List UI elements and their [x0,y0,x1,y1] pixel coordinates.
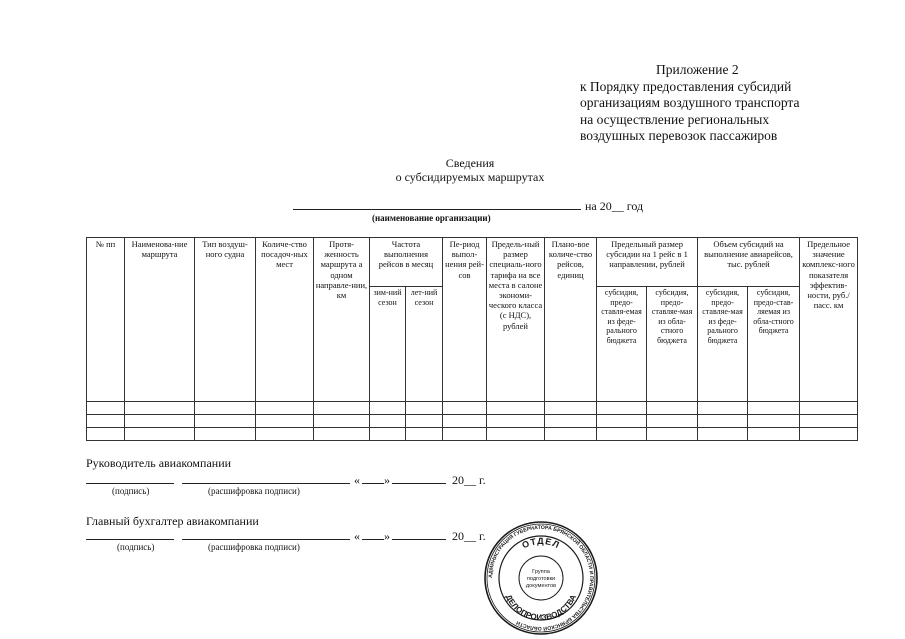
header-max-subsidy-federal: субсидия, предо-ставля-емая из феде-рального бюджета [597,287,647,402]
header-max-subsidy-regional: субсидия, предо-ставляе-мая из обла-стного бюджета [647,287,698,402]
header-num: № пп [87,238,125,402]
stamp-center-line-1: Группа [532,569,550,575]
header-volume-federal: субсидия, предо-ставляе-мая из феде-рального бюджета [698,287,748,402]
appendix-line: организациям воздушного транспорта [580,95,800,110]
accountant-signature-title: Главный бухгалтер авиакомпании [86,514,259,528]
accountant-close-quote: » [384,529,390,543]
header-period: Пе-риод выпол-нения рей-сов [443,238,487,402]
accountant-day-line[interactable] [362,539,384,540]
stamp-word-top: ОТДЕЛ [520,535,562,551]
header-planned-flights: Плано-вое количе-ство рейсов, единиц [545,238,597,402]
accountant-month-line[interactable] [392,539,446,540]
head-close-quote: » [384,473,390,487]
head-signature-line[interactable] [86,483,174,484]
header-efficiency-indicator: Предельное значение комплекс-ного показателя эффектив-ности, руб./пасс. км [800,238,858,402]
title-line-1: Сведения [445,156,495,170]
header-route-length: Протя-женность маршрута а одном направле-нии, км [314,238,370,402]
header-route-name: Наименова-ние маршрута [125,238,195,402]
accountant-year: 20__ г. [452,529,486,543]
routes-table [86,237,858,441]
stamp-center-line-2: подготовки [526,576,556,582]
header-winter-season: зим-ний сезон [370,287,406,402]
title-line-2: о субсидируемых маршрутах [395,170,545,184]
head-decode-line[interactable] [182,483,350,484]
appendix-number: Приложение 2 [656,62,739,77]
accountant-decode-caption: (расшифровка подписи) [208,542,300,552]
header-seat-count: Количе-ство посадоч-ных мест [256,238,314,402]
accountant-open-quote: « [354,529,360,543]
table-row [87,402,858,415]
appendix-line: воздушных перевозок пассажиров [580,128,778,143]
table-row [87,415,858,428]
head-month-line[interactable] [392,483,446,484]
table-row [87,428,858,441]
accountant-signature-line[interactable] [86,539,174,540]
head-day-line[interactable] [362,483,384,484]
stamp-ring-text: АДМИНИСТРАЦИЯ ГУБЕРНАТОРА БРЯНСКОЙ ОБЛАСТИ И ПРАВИТЕЛЬСТВА БРЯНСКОЙ ОБЛАСТИ [487,524,595,632]
appendix-header [580,62,799,145]
head-open-quote: « [354,473,360,487]
header-volume-regional: субсидия, предо-став-ляемая из обла-стного бюджета [748,287,800,402]
stamp-center-line-3: документов [525,583,557,589]
appendix-line: на осуществление региональных [580,111,770,127]
header-aircraft-type: Тип воздуш-ного судна [195,238,256,402]
head-sign-caption: (подпись) [112,486,150,496]
official-stamp [483,520,599,636]
header-subsidy-volume: Объем субсидий на выполнение авиарейсов, тыс. рублей [698,238,800,287]
head-year: 20__ г. [452,473,486,487]
header-summer-season: лет-ний сезон [406,287,443,402]
header-frequency: Частота выполнения рейсов в месяц [370,238,443,287]
organization-caption: (наименование организации) [372,213,491,223]
accountant-decode-line[interactable] [182,539,350,540]
header-tariff: Предель-ный размер специаль-ного тарифа на все места в салоне экономи-ческого класса (с НДС), рублей [487,238,545,402]
head-decode-caption: (расшифровка подписи) [208,486,300,496]
header-max-subsidy: Предельный размер субсидии на 1 рейс в 1 направлении, рублей [597,238,698,287]
document-title [300,156,640,184]
stamp-word-bottom: ДЕЛОПРОИЗВОДСТВА [503,593,579,623]
accountant-sign-caption: (подпись) [117,542,155,552]
organization-name-line[interactable] [293,209,581,210]
head-signature-title: Руководитель авиакомпании [86,456,232,470]
year-text: на 20__ год [585,199,644,213]
appendix-line: к Порядку предоставления субсидий [580,78,792,94]
